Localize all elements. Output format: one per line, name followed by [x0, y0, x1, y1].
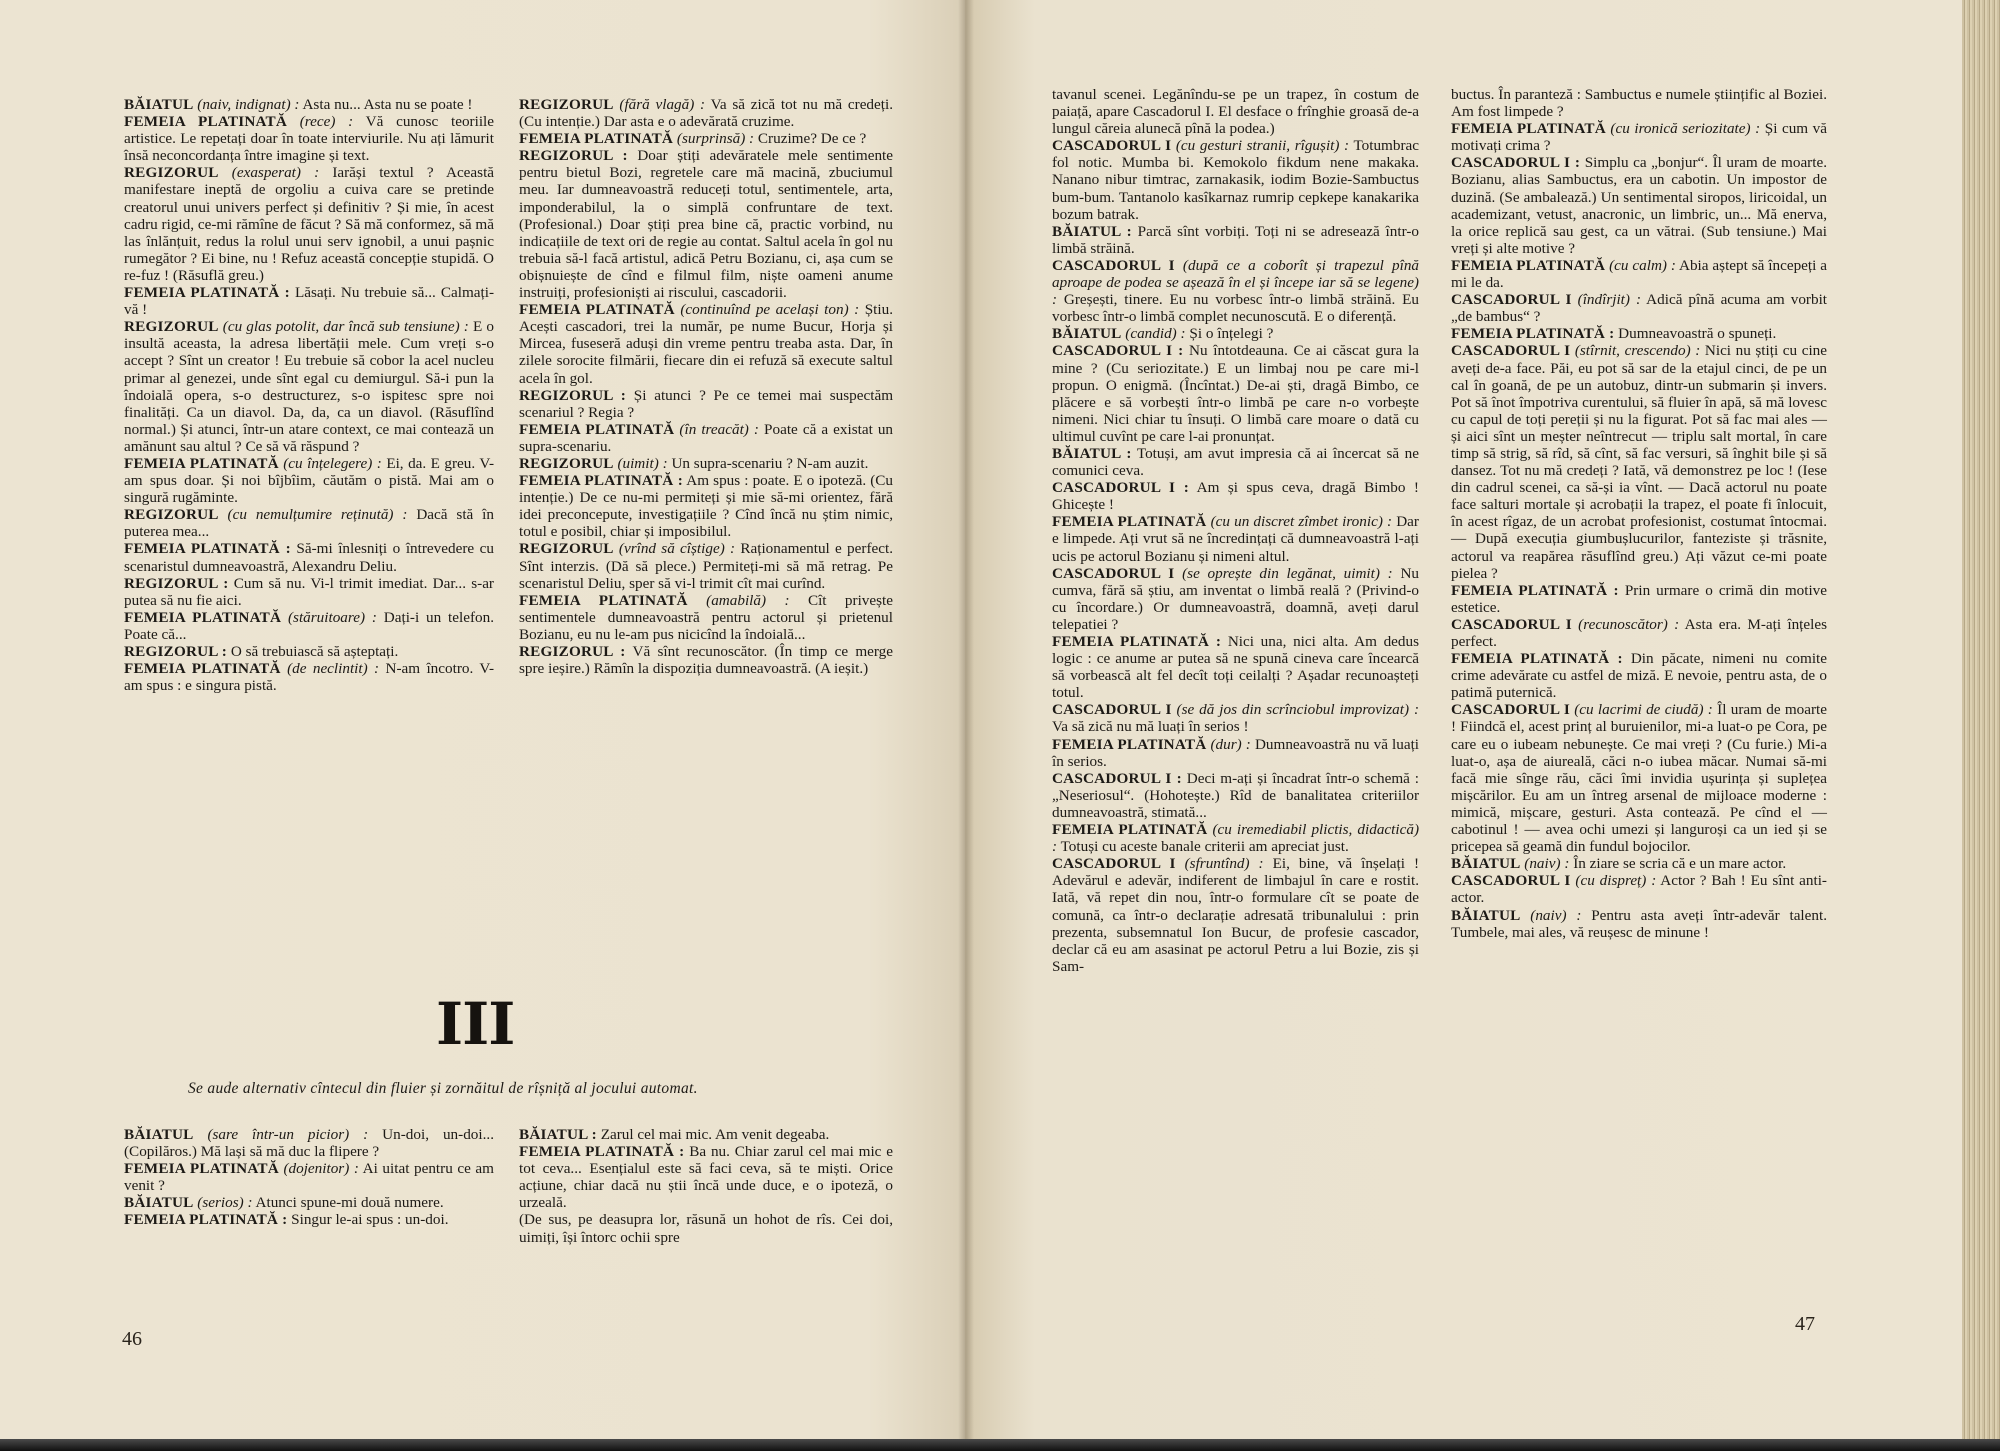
stage-note: (cu iremediabil plictis, didactică) : [1052, 821, 1420, 856]
speaker-name: FEMEIA PLATINATĂ [519, 130, 674, 148]
dialogue-line [1451, 650, 1827, 701]
speaker-name: BĂIATUL [1052, 325, 1122, 343]
line-text: Dumneavoastră o spuneți. [1618, 325, 1777, 343]
speaker-name: FEMEIA PLATINATĂ : [124, 1211, 288, 1229]
line-text: Un supra-scenariu ? N-am auzit. [671, 454, 869, 472]
line-text: Nu întotdeauna. Ce ai căscat gura la mine ? (Cu seriozitate.) E un limbaj nou pe care mi-l propun. O enigmă. (Încîntat.) De-ai ști, dragă Bimbo, ce plăcere e să vorbești într-o limbă pe care n-o vorbește nimeni. Nici chiar tu însuți. O limbă care moare o dată cu ultimul cuvînt pe care l-ai pronunțat. [1052, 342, 1419, 445]
stage-note: (naiv) : [1530, 906, 1582, 924]
line-text: Și atunci ? Pe ce temei mai suspectăm scenariul ? Regia ? [519, 386, 894, 421]
speaker-name: REGIZORUL : [124, 643, 228, 660]
line-text: O să trebuiască să așteptați. [230, 643, 399, 660]
speaker-name: BĂIATUL [124, 1194, 194, 1212]
line-text: Abia aștept să începeți a mi le da. [1451, 256, 1827, 292]
line-text: Pentru asta aveți într-adevăr talent. Tumbele, mai ales, vă reușesc de minune ! [1451, 906, 1828, 941]
line-text: Un-doi, un-doi... (Copilăros.) Mă lași să mă duc la flipere ? [124, 1126, 494, 1161]
dialogue-line [1451, 325, 1827, 342]
dialogue-line [519, 96, 893, 130]
line-text: Vă cunosc teoriile artistice. Le repetați doar în toate interviurile. Nu ați lămurit însă neconcordanța între imagine și text. [124, 113, 494, 165]
speaker-name: CASCADORUL I [1451, 291, 1572, 309]
speaker-name: CASCADORUL I : [1451, 154, 1581, 172]
line-text: E o insultă aceasta, la adresa libertății mele. Cum vreți s-o accept ? Sînt un creator ! Eu trebuie să cobor la acel nucleu primar al genezei, unde sînt egal cu demiurgul. Să-i pun la îndoială opera, s-o destructurez, s-o ispitesc spre noi finalități. Ca un diavol. Da, da, ca un diavol. (Răsuflînd normal.) Și atunci, într-un atare context, ce mai contează un amănunt sau altul ? Ce să vă răspund ? [124, 318, 494, 455]
line-text: Adică pînă acuma am vorbit „de bambus“ ? [1451, 291, 1828, 326]
stage-note: (cu ironică seriozitate) : [1610, 120, 1761, 138]
line-text: Nu cumva, fără să știu, am inventat o limbă reală ? (Privind-o cu încordare.) Or dumneavoastră, doamnă, aveți darul telepatiei ? [1052, 564, 1420, 633]
speaker-name: CASCADORUL I : [1052, 342, 1184, 360]
dialogue-line [124, 1211, 494, 1228]
dialogue-line [1451, 86, 1827, 120]
dialogue-line [1052, 445, 1419, 479]
left-page [0, 0, 965, 1440]
dialogue-line [1451, 582, 1827, 616]
dialogue-line [124, 575, 494, 609]
stage-note: (uimit) : [617, 454, 668, 472]
speaker-name: FEMEIA PLATINATĂ [1451, 256, 1606, 274]
stage-note: (recunoscător) : [1578, 615, 1680, 633]
dialogue-line [1052, 257, 1419, 325]
line-text: Și o înțelegi ? [1189, 325, 1274, 343]
scanner-edge [0, 1439, 2000, 1451]
dialogue-line [1052, 479, 1419, 513]
dialogue-line [519, 472, 893, 540]
dialogue-line [124, 660, 494, 694]
line-text: N-am încotro. V-am spus : e singura pistă. [124, 660, 495, 695]
line-text: Vă sînt recunoscător. (În timp ce merge spre ieșire.) Rămîn la dispoziția dumneavoastră. (A ieșit.) [519, 643, 894, 678]
dialogue-line [1451, 120, 1827, 154]
line-text: Prin urmare o crimă din motive estetice. [1451, 581, 1828, 616]
speaker-name: CASCADORUL I [1451, 615, 1572, 633]
line-text: Cum să nu. Vi-l trimit imediat. Dar... s-ar putea să nu fie aici. [124, 574, 494, 609]
dialogue-line [1052, 137, 1419, 222]
stage-note: (continuînd pe același ton) : [680, 301, 860, 319]
speaker-name: FEMEIA PLATINATĂ [1052, 821, 1208, 839]
line-text: Ba nu. Chiar zarul cel mai mic e tot ceva... Esențialul este să faci ceva, să te miști. Orice acțiune, chiar dacă nu știi încă unde duce, e o ipoteză, o urzeală. [519, 1143, 893, 1212]
line-text: Am și spus ceva, dragă Bimbo ! Ghicește ! [1052, 479, 1419, 514]
stage-note: (serios) : [197, 1194, 253, 1212]
left-column-2-bottom [519, 1126, 893, 1246]
speaker-name: FEMEIA PLATINATĂ [1451, 120, 1606, 138]
dialogue-line [124, 540, 494, 574]
stage-note: (îndîrjit) : [1577, 291, 1642, 309]
dialogue-line [1451, 872, 1827, 906]
dialogue-line [519, 1126, 893, 1143]
dialogue-line [519, 455, 893, 472]
speaker-name: CASCADORUL I [1052, 855, 1176, 873]
line-text: Lăsați. Nu trebuie să... Calmați-vă ! [124, 284, 495, 319]
dialogue-line [1052, 633, 1419, 701]
line-text: Și cum vă motivați crima ? [1451, 120, 1828, 155]
stage-note: (stîrnit, crescendo) : [1574, 342, 1701, 360]
line-text: Va să zică tot nu mă credeți. (Cu intenție.) Dar asta e o adevărată cruzime. [519, 96, 894, 131]
dialogue-line [1451, 701, 1827, 855]
dialogue-line [124, 455, 494, 506]
book-gutter [958, 0, 974, 1440]
stage-note: (fără vlagă) : [619, 96, 706, 113]
stage-note: (cu gesturi stranii, rîgușit) : [1175, 137, 1350, 155]
speaker-name: CASCADORUL I : [1052, 769, 1182, 787]
dialogue-line [1451, 342, 1827, 581]
dialogue-line [519, 147, 893, 301]
speaker-name: REGIZORUL [519, 540, 614, 558]
speaker-name: FEMEIA PLATINATĂ : [1451, 650, 1623, 668]
stage-note: (surprinsă) : [676, 130, 755, 148]
speaker-name: FEMEIA PLATINATĂ [124, 113, 288, 131]
line-text: Din păcate, nimeni nu comite crime adevărate cu astfel de miză. E nevoie, pentru asta, de o patimă puternică. [1451, 650, 1827, 702]
dialogue-line [1451, 907, 1827, 941]
line-text: Totuși cu aceste banale criterii am apreciat just. [1060, 838, 1349, 856]
dialogue-line [1052, 736, 1419, 770]
speaker-name: REGIZORUL [519, 96, 614, 113]
speaker-name: CASCADORUL I [1052, 256, 1175, 274]
stage-note: (în treacăt) : [679, 420, 759, 438]
line-text: Deci m-ați și încadrat într-o schemă : „Neseriosul“. (Hohotește.) Rîd de banalitatea criteriilor dumneavoastră, stimată... [1052, 769, 1419, 821]
speaker-name: FEMEIA PLATINATĂ : [1451, 581, 1619, 599]
stage-note: (cu nemulțumire reținută) : [227, 506, 408, 524]
stage-note: (sare într-un picior) : [207, 1126, 369, 1143]
dialogue-line [519, 421, 893, 455]
speaker-name: REGIZORUL [124, 506, 219, 524]
line-text: tavanul scenei. Legănîndu-se pe un trapez, în costum de paiață, apare Cascadorul I. El desface o frînghie groasă de-a lungul căreia alunecă pînă la podea.) [1052, 86, 1419, 138]
speaker-name: REGIZORUL : [519, 147, 628, 165]
stage-note: (rece) : [299, 113, 354, 131]
left-column-2 [519, 96, 893, 677]
speaker-name: FEMEIA PLATINATĂ : [1052, 633, 1222, 650]
right-column-2 [1451, 86, 1827, 941]
speaker-name: FEMEIA PLATINATĂ [124, 454, 279, 472]
line-text: Dar e limpede. Ați vrut să ne încredințați că dumneavoastră l-ați ucis pe actorul Bozianu și nimeni altul. [1052, 513, 1419, 565]
speaker-name: FEMEIA PLATINATĂ [519, 420, 675, 438]
right-column-1 [1052, 86, 1419, 975]
line-text: Nici nu știți cu cine aveți de-a face. Păi, eu pot să sar de la etajul cinci, de pe un cal în goană, de pe un autobuz, dintr-un submarin și invers. Pot să înot împotriva curentului, să fluier în apă, să mă lovesc cu capul de toți pereții și nu la figurat. Pot să fac mai ales — și aici sînt un meșter neîntrecut — triplu salt mortal, în care timp să strig, să rîd, să cînt, să fac versuri, să înghit bile și să dansez. Tot nu mă credeți ? Iată, vă demonstrez pe loc ! (Iese din cadrul scenei, ca să-și ia vînt. — Dacă actorul nu poate face salturi mortale și acrobații la trapez, el poate fi înlocuit, în acest rîgaz, de un acrobat profesionist, costumat întocmai. — După execuția giumbușlucurilor, fanteziste și trăsnite, actorul va reapărea răsuflînd greu.) Ați văzut ce-mi poate pielea ? [1451, 342, 1827, 582]
left-column-1 [124, 96, 494, 694]
line-text: Am spus : poate. E o ipoteză. (Cu intenție.) De ce nu-mi permiteți și mie să-mi orientez, fără idei preconcepute, investigațiile ? Cînd încă nu știm nimic, totul e posibil, chiar și imposibilul. [519, 472, 894, 541]
speaker-name: REGIZORUL [519, 454, 614, 472]
stage-note: (cu înțelegere) : [283, 454, 382, 472]
speaker-name: CASCADORUL I [1451, 342, 1571, 360]
line-text: buctus. În paranteză : Sambuctus e numele științific al Boziei. Am fost limpede ? [1451, 86, 1827, 121]
line-text: Simplu ca „bonjur“. Îl uram de moarte. Bozianu, alias Sambuctus, era un cabotin. Un impostor de duzină. (Se ambalează.) Un sentimental siropos, liricoidal, un academizant, vetust, anacronic, un limbric, un... Mă enerva, la orice replică sau gest, ca un vătrai. (Sub tensiune.) Mai vreți și alte motive ? [1451, 154, 1827, 257]
line-text: Asta era. M-ați înțeles perfect. [1451, 615, 1827, 650]
line-text: Ei, bine, vă înșelați ! Adevărul e adevăr, indiferent de limbajul în care e rostit. Iată, vă repet din nou, într-o formulare cît se poate de comună, ca într-o declarație adresată tribunalului : prin prezenta, subsemnatul Ion Bucur, de profesie cascador, declar că eu am asasinat pe actorul Petru a lui Bozie, zis și Sam- [1052, 855, 1420, 975]
line-text: În ziare se scria că e un mare actor. [1573, 855, 1787, 873]
dialogue-line [519, 301, 893, 386]
speaker-name: CASCADORUL I : [1052, 479, 1189, 497]
dialogue-line [124, 318, 494, 455]
stage-note: (după ce a coborît și trapezul pînă aproape de podea se așează în el și începe iar să se legene) : [1052, 256, 1420, 309]
speaker-name: CASCADORUL I [1451, 872, 1571, 890]
dialogue-line [519, 130, 893, 147]
dialogue-line [519, 1143, 893, 1211]
stage-note: (naiv) : [1524, 855, 1570, 873]
dialogue-line [519, 592, 893, 643]
stage-note: (dur) : [1210, 735, 1251, 753]
dialogue-line [519, 540, 893, 591]
line-text: Nici una, nici alta. Am dedus logic : ce anume ar putea să ne spună cineva care încearcă să vorbească alt fel decît toți ceilalți ? Așadar recunoașteți totul. [1052, 633, 1419, 702]
stage-note: (de neclintit) : [287, 660, 380, 678]
stage-note: (cu glas potolit, dar încă sub tensiune) : [222, 318, 469, 336]
speaker-name: FEMEIA PLATINATĂ : [124, 284, 290, 302]
dialogue-line [1052, 821, 1419, 855]
line-text: Atunci spune-mi două numere. [255, 1194, 444, 1212]
speaker-name: BĂIATUL : [1052, 222, 1132, 240]
speaker-name: FEMEIA PLATINATĂ : [519, 1143, 685, 1161]
line-text: Dați-i un telefon. Poate că... [124, 608, 495, 643]
stage-note: (exasperat) : [231, 164, 320, 182]
page-number-left: 46 [122, 1328, 142, 1350]
speaker-name: FEMEIA PLATINATĂ [124, 1160, 279, 1178]
stage-note: (candid) : [1125, 325, 1186, 343]
speaker-name: FEMEIA PLATINATĂ [519, 301, 675, 319]
stage-direction: Se aude alternativ cîntecul din fluier și zornăitul de rîșniță al jocului automat. [188, 1080, 698, 1097]
dialogue-line [1052, 701, 1419, 735]
dialogue-line [519, 1211, 893, 1245]
stage-note: (cu lacrimi de ciudă) : [1574, 701, 1713, 719]
line-text: Va să zică nu mă luați în serios ! [1052, 718, 1249, 736]
dialogue-line [124, 506, 494, 540]
right-page [965, 0, 1965, 1440]
speaker-name: REGIZORUL [124, 318, 219, 336]
dialogue-line [1052, 513, 1419, 564]
line-text: Asta nu... Asta nu se poate ! [302, 96, 473, 113]
speaker-name: CASCADORUL I [1451, 701, 1570, 719]
stage-note: (stăruitoare) : [287, 608, 377, 626]
stage-note: (vrînd să cîștige) : [618, 540, 736, 558]
speaker-name: REGIZORUL : [519, 643, 626, 660]
line-text: Singur le-ai spus : un-doi. [291, 1211, 449, 1229]
dialogue-line [124, 284, 494, 318]
line-text: Știu. Acești cascadori, trei la număr, pe nume Bucur, Horja și Mircea, fuseseră aduși din vreme pentru treaba asta. Dar, în zilele sorocite filmării, fiecare din ei refuză să execute saltul acela în gol. [519, 301, 893, 387]
page-number-right: 47 [1795, 1313, 1815, 1335]
dialogue-line [1451, 291, 1827, 325]
speaker-name: FEMEIA PLATINATĂ [519, 591, 688, 609]
dialogue-line [1451, 855, 1827, 872]
speaker-name: FEMEIA PLATINATĂ : [519, 472, 683, 490]
speaker-name: BĂIATUL : [1052, 444, 1132, 462]
speaker-name: CASCADORUL I [1052, 564, 1175, 582]
speaker-name: FEMEIA PLATINATĂ [1052, 735, 1207, 753]
stage-note: (naiv, indignat) : [197, 96, 300, 113]
dialogue-line [124, 96, 494, 113]
stage-note: (sfruntînd) : [1184, 855, 1264, 873]
line-text: Cruzime? De ce ? [757, 130, 867, 148]
speaker-name: BĂIATUL [1451, 906, 1521, 924]
dialogue-line [124, 609, 494, 643]
line-text: Totumbrac fol notic. Mumba bi. Kemokolo fikdum nene makaka. Nanano nibur timtrac, zarnakasik, iodim Bozie-Sambuctus bum-bum. Tantanolo kasîkarnaz rumrip cepkepe kanakarika bozum batrak. [1052, 137, 1420, 223]
speaker-name: FEMEIA PLATINATĂ [124, 608, 282, 626]
dialogue-line [1451, 257, 1827, 291]
page-edges [1962, 0, 2000, 1451]
line-text: Dacă stă în puterea mea... [124, 506, 494, 541]
line-text: Ei, da. E greu. V-am spus doar. Și noi bîjbîim, căutăm o pistă. Mai am o singură rugăminte. [124, 454, 495, 507]
dialogue-line [519, 387, 893, 421]
speaker-name: REGIZORUL : [519, 386, 627, 404]
dialogue-line [124, 1194, 494, 1211]
line-text: Parcă sînt vorbiți. Toți ni se adresează într-o limbă străină. [1052, 222, 1419, 257]
stage-note: (cu calm) : [1609, 256, 1676, 274]
line-text: Totuși, am avut impresia că ai încercat să ne comunici ceva. [1052, 444, 1419, 480]
speaker-name: CASCADORUL I [1052, 701, 1172, 719]
line-text: Greșești, tinere. Eu nu vorbesc într-o limbă străină. Eu vorbesc într-o limbă complet necunoscută. E o diferență. [1052, 291, 1419, 326]
line-text: Îl uram de moarte ! Fiindcă el, acest prinț al buruienilor, mi-a luat-o pe Cora, pe care eu o iubeam nebunește. Ce mai vreți ? (Cu furie.) Mi-a luat-o, așa de aiureală, căci n-o iubea măcar. Numai să-mi facă mie sînge rău, căci îmi invidia ușurința și suplețea mișcărilor. Eu am un întreg arsenal de mijloace moderne : mimică, mișcare, gesturi. Asta contează. Pe cînd el — cabotinul ! — avea ochi umezi și languroși ca un ied și se pricepea să geamă din fundul bojocilor. [1451, 701, 1828, 856]
line-text: Raționamentul e perfect. Sînt interzis. (Dă să plece.) Permiteți-mi să mă retrag. Pe scenaristul Deliu, sper să vi-l trimit cît mai curînd. [519, 540, 893, 592]
dialogue-line [1052, 855, 1419, 975]
dialogue-line [1052, 223, 1419, 257]
line-text: Poate că a existat un supra-scenariu. [519, 420, 894, 455]
stage-note: (dojenitor) : [283, 1160, 359, 1178]
line-text: Actor ? Bah ! Eu sînt anti-actor. [1451, 872, 1827, 907]
speaker-name: FEMEIA PLATINATĂ [1052, 513, 1207, 531]
dialogue-line [124, 113, 494, 164]
dialogue-line [124, 164, 494, 284]
dialogue-line [1052, 565, 1419, 633]
speaker-name: REGIZORUL : [124, 574, 229, 592]
dialogue-line [1451, 616, 1827, 650]
line-text: Iarăși textul ? Această manifestare ineptă de orgoliu a cuiva care se pretinde creatorul unui univers perfect și definitiv ? Și mie, în acest cadru rigid, ce-mi rămîne de făcut ? Să mă conformez, să mă las înlănțuit, redus la rolul unui serv ignobil, a unui pașnic rumegător ? Ei bine, nu ! Refuz această concepție stupidă. O re-fuz ! (Răsuflă greu.) [124, 164, 495, 284]
dialogue-line [519, 643, 893, 677]
act-numeral: III [436, 990, 515, 1058]
speaker-name: BĂIATUL [124, 1126, 194, 1143]
dialogue-line [1052, 342, 1419, 445]
line-text: Dumneavoastră nu vă luați în serios. [1052, 735, 1420, 770]
line-text: Zarul cel mai mic. Am venit degeaba. [600, 1126, 830, 1143]
line-text: Ai uitat pentru ce am venit ? [124, 1160, 494, 1195]
speaker-name: FEMEIA PLATINATĂ [124, 660, 281, 678]
dialogue-line [1052, 770, 1419, 821]
line-text: Doar știți adevăratele mele sentimente pentru bietul Bozi, regretele care mă macină, zbuciumul meu. Iar dumneavoastră reduceți totul, sentimentele, arta, imponderabilul, la o simplă confruntare de text. (Profesional.) Doar știți prea bine că, practic vorbind, nu indicațiile de text ori de regie au contat. Saltul acela în gol nu trebuia să-l facă artistul, adică Petru Bozianu, ci, așa cum se obișnuiește de cînd e filmul film, niște oameni anume instruiți, profesioniști ai riscului, cascadorii. [519, 147, 894, 302]
speaker-name: REGIZORUL [124, 164, 219, 182]
dialogue-line [1052, 325, 1419, 342]
dialogue-line [1451, 154, 1827, 257]
dialogue-line [124, 643, 494, 660]
line-text: Cît privește sentimentele dumneavoastră pentru actorul și prietenul Bozianu, eu nu le-am pus nicicînd la îndoială... [519, 591, 893, 643]
speaker-name: BĂIATUL [124, 96, 194, 113]
speaker-name: CASCADORUL I [1052, 137, 1172, 155]
dialogue-line [124, 1126, 494, 1160]
line-text: Să-mi înlesniți o întrevedere cu scenaristul dumneavoastră, Alexandru Deliu. [124, 540, 494, 575]
stage-note: (cu dispreț) : [1575, 872, 1657, 890]
stage-note: (se oprește din legănat, uimit) : [1182, 564, 1393, 582]
dialogue-line [124, 1160, 494, 1194]
speaker-name: BĂIATUL : [519, 1126, 597, 1143]
dialogue-line [1052, 86, 1419, 137]
speaker-name: FEMEIA PLATINATĂ : [124, 540, 291, 558]
stage-note: (cu un discret zîmbet ironic) : [1210, 513, 1393, 531]
speaker-name: FEMEIA PLATINATĂ : [1451, 325, 1615, 343]
speaker-name: BĂIATUL [1451, 855, 1521, 873]
stage-note: (se dă jos din scrînciobul improvizat) : [1176, 701, 1420, 719]
stage-note: (amabilă) : [706, 591, 790, 609]
line-text: (De sus, pe deasupra lor, răsună un hohot de rîs. Cei doi, uimiți, își întorc ochii spre [519, 1211, 893, 1246]
left-column-1-bottom [124, 1126, 494, 1229]
